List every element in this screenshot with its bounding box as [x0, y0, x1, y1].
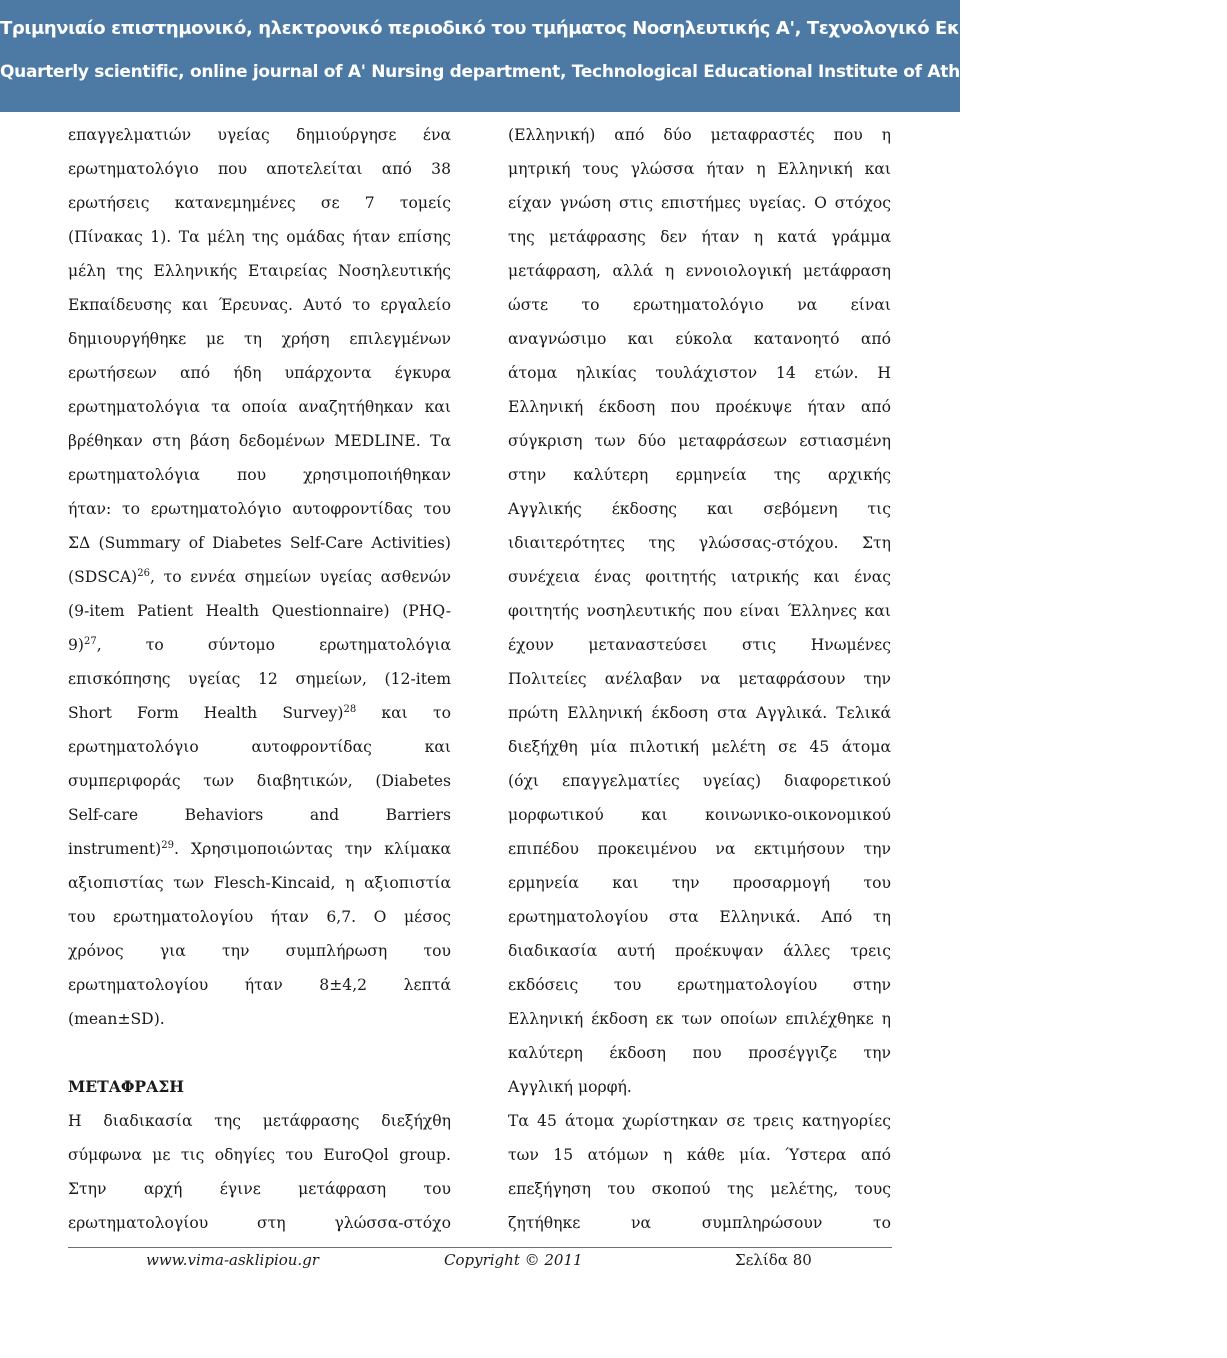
text-line: ερωτηματολόγιο που αποτελείται από 38 [68, 160, 451, 178]
text-line: ώστε το ερωτηματολόγιο να είναι [508, 296, 891, 314]
text-line [68, 628, 451, 662]
text-line: άτομα ηλικίας τουλάχιστον 14 ετών. Η [508, 364, 891, 382]
text-line: συνέχεια ένας φοιτητής ιατρικής και ένας [508, 568, 891, 586]
text-fragment: instrument) [68, 840, 162, 858]
text-line: ερωτήσεις κατανεμημένες σε 7 τομείς [68, 194, 451, 212]
reference-number: 28 [343, 703, 357, 715]
text-line: εκδόσεις του ερωτηματολογίου στην [508, 976, 891, 994]
journal-header-english: Quarterly scientific, online journal of A' Nursing department, Technological Educational Institute of Athens [0, 62, 993, 82]
text-line: έχουν μεταναστεύσει στις Ηνωμένες [508, 636, 891, 654]
reference-number: 27 [84, 635, 97, 647]
text-line: μέλη της Ελληνικής Εταιρείας Νοσηλευτικής [68, 262, 451, 280]
journal-header-banner [0, 0, 1227, 112]
text-line: του ερωτηματολογίου ήταν 6,7. Ο μέσος [68, 908, 451, 926]
text-line: Η διαδικασία της μετάφρασης διεξήχθη [68, 1112, 451, 1130]
text-line: αξιοπιστίας των Flesch-Kincaid, η αξιοπιστία [68, 874, 451, 892]
text-line: ερωτηματολόγιο αυτοφροντίδας και [68, 738, 451, 756]
text-line: ερμηνεία και την προσαρμογή του [508, 874, 891, 892]
text-line: ΣΔ (Summary of Diabetes Self-Care Activities) [68, 534, 451, 552]
reference-number: 29 [161, 839, 174, 851]
text-line: Ελληνική έκδοση εκ των οποίων επιλέχθηκε η [508, 1010, 891, 1028]
text-line: ερωτηματολογίου ήταν 8±4,2 λεπτά [68, 976, 451, 994]
text-line: Αγγλικής έκδοσης και σεβόμενη τις [508, 500, 891, 518]
text-line: διεξήχθη μία πιλοτική μελέτη σε 45 άτομα [508, 738, 891, 756]
text-line: της μετάφρασης δεν ήταν η κατά γράμμα [508, 228, 891, 246]
text-line: Εκπαίδευσης και Έρευνας. Αυτό το εργαλείο [68, 296, 451, 314]
text-line: ζητήθηκε να συμπληρώσουν το [508, 1214, 891, 1232]
text-line: ερωτηματολόγια που χρησιμοποιήθηκαν [68, 466, 451, 484]
text-fragment: και το [356, 704, 451, 722]
footer-copyright: Copyright © 2011 [444, 1251, 583, 1269]
text-line [68, 560, 451, 594]
text-fragment: (SDSCA) [68, 568, 138, 586]
text-line: φοιτητής νοσηλευτικής που είναι Έλληνες και [508, 602, 891, 620]
text-line: βρέθηκαν στη βάση δεδομένων MEDLINE. Τα [68, 432, 451, 450]
text-line: σύγκριση των δύο μεταφράσεων εστιασμένη [508, 432, 891, 450]
text-line: δημιουργήθηκε με τη χρήση επιλεγμένων [68, 330, 451, 348]
text-line: διαδικασία αυτή προέκυψαν άλλες τρεις [508, 942, 891, 960]
text-line: Τα 45 άτομα χωρίστηκαν σε τρεις κατηγορίες [508, 1112, 891, 1130]
text-line: ιδιαιτερότητες της γλώσσας-στόχου. Στη [508, 534, 891, 552]
text-line: πρώτη Ελληνική έκδοση στα Αγγλικά. Τελικά [508, 704, 891, 722]
text-line [68, 832, 451, 866]
text-line: Self-care Behaviors and Barriers [68, 806, 451, 824]
text-line: ερωτηματολογίου στη γλώσσα-στόχο [68, 1214, 451, 1232]
footer-page-number: Σελίδα 80 [735, 1251, 812, 1269]
text-line: στην καλύτερη ερμηνεία της αρχικής [508, 466, 891, 484]
text-fragment: . Χρησιμοποιώντας την κλίμακα [173, 840, 451, 858]
left-text-column [68, 118, 451, 1240]
journal-header-greek: Τριμηνιαίο επιστημονικό, ηλεκτρονικό περιοδικό του τμήματος Νοσηλευτικής Α', Τεχνολογικό Εκπαιδευτικό Ίδρυμα Αθηνών [0, 18, 1227, 39]
text-line: μετάφραση, αλλά η εννοιολογική μετάφραση [508, 262, 891, 280]
text-line: (Ελληνική) από δύο μεταφραστές που η [508, 126, 891, 144]
text-line: αναγνώσιμο και εύκολα κατανοητό από [508, 330, 891, 348]
text-line: ερωτηματολογίου στα Ελληνικά. Από τη [508, 908, 891, 926]
text-line: είχαν γνώση στις επιστήμες υγείας. Ο στόχος [508, 194, 891, 212]
footer-divider [68, 1247, 892, 1248]
text-line: (9-item Patient Health Questionnaire) (PHQ- [68, 602, 451, 620]
right-text-column [508, 118, 891, 1240]
footer-website-link[interactable]: www.vima-asklipiou.gr [146, 1251, 319, 1269]
text-line: χρόνος για την συμπλήρωση του [68, 942, 451, 960]
text-line: συμπεριφοράς των διαβητικών, (Diabetes [68, 772, 451, 790]
text-fragment: , το εννέα σημείων υγείας ασθενών [149, 568, 451, 586]
text-line: μορφωτικού και κοινωνικο-οικονομικού [508, 806, 891, 824]
text-line [68, 696, 451, 730]
text-line: Ελληνική έκδοση που προέκυψε ήταν από [508, 398, 891, 416]
text-line: επεξήγηση του σκοπού της μελέτης, τους [508, 1180, 891, 1198]
section-heading: ΜΕΤΑΦΡΑΣΗ [68, 1077, 185, 1096]
text-line: ερωτηματολόγια τα οποία αναζητήθηκαν και [68, 398, 451, 416]
text-line: σύμφωνα με τις οδηγίες του EuroQol group. [68, 1146, 451, 1164]
text-line: ήταν: το ερωτηματολόγιο αυτοφροντίδας του [68, 500, 451, 518]
text-line: Στην αρχή έγινε μετάφραση του [68, 1180, 451, 1198]
text-line: επαγγελματιών υγείας δημιούργησε ένα [68, 126, 451, 144]
text-line: καλύτερη έκδοση που προσέγγιζε την [508, 1044, 891, 1062]
text-line: επιπέδου προκειμένου να εκτιμήσουν την [508, 840, 891, 858]
text-line: επισκόπησης υγείας 12 σημείων, (12-item [68, 670, 451, 688]
blank-line [68, 1036, 451, 1070]
text-line: των 15 ατόμων η κάθε μία. Ύστερα από [508, 1146, 891, 1164]
text-line: Αγγλική μορφή. [508, 1078, 632, 1096]
reference-number: 26 [137, 567, 150, 579]
text-fragment: , το σύντομο ερωτηματολόγια [96, 636, 451, 654]
text-fragment: Short Form Health Survey) [68, 704, 344, 722]
text-line: μητρική τους γλώσσα ήταν η Ελληνική και [508, 160, 891, 178]
text-line: Πολιτείες ανέλαβαν να μεταφράσουν την [508, 670, 891, 688]
text-fragment: 9) [68, 636, 85, 654]
text-line: (όχι επαγγελματίες υγείας) διαφορετικού [508, 772, 891, 790]
text-line: (mean±SD). [68, 1010, 165, 1028]
text-line: (Πίνακας 1). Τα μέλη της ομάδας ήταν επίσης [68, 228, 451, 246]
text-line: ερωτήσεων από ήδη υπάρχοντα έγκυρα [68, 364, 451, 382]
